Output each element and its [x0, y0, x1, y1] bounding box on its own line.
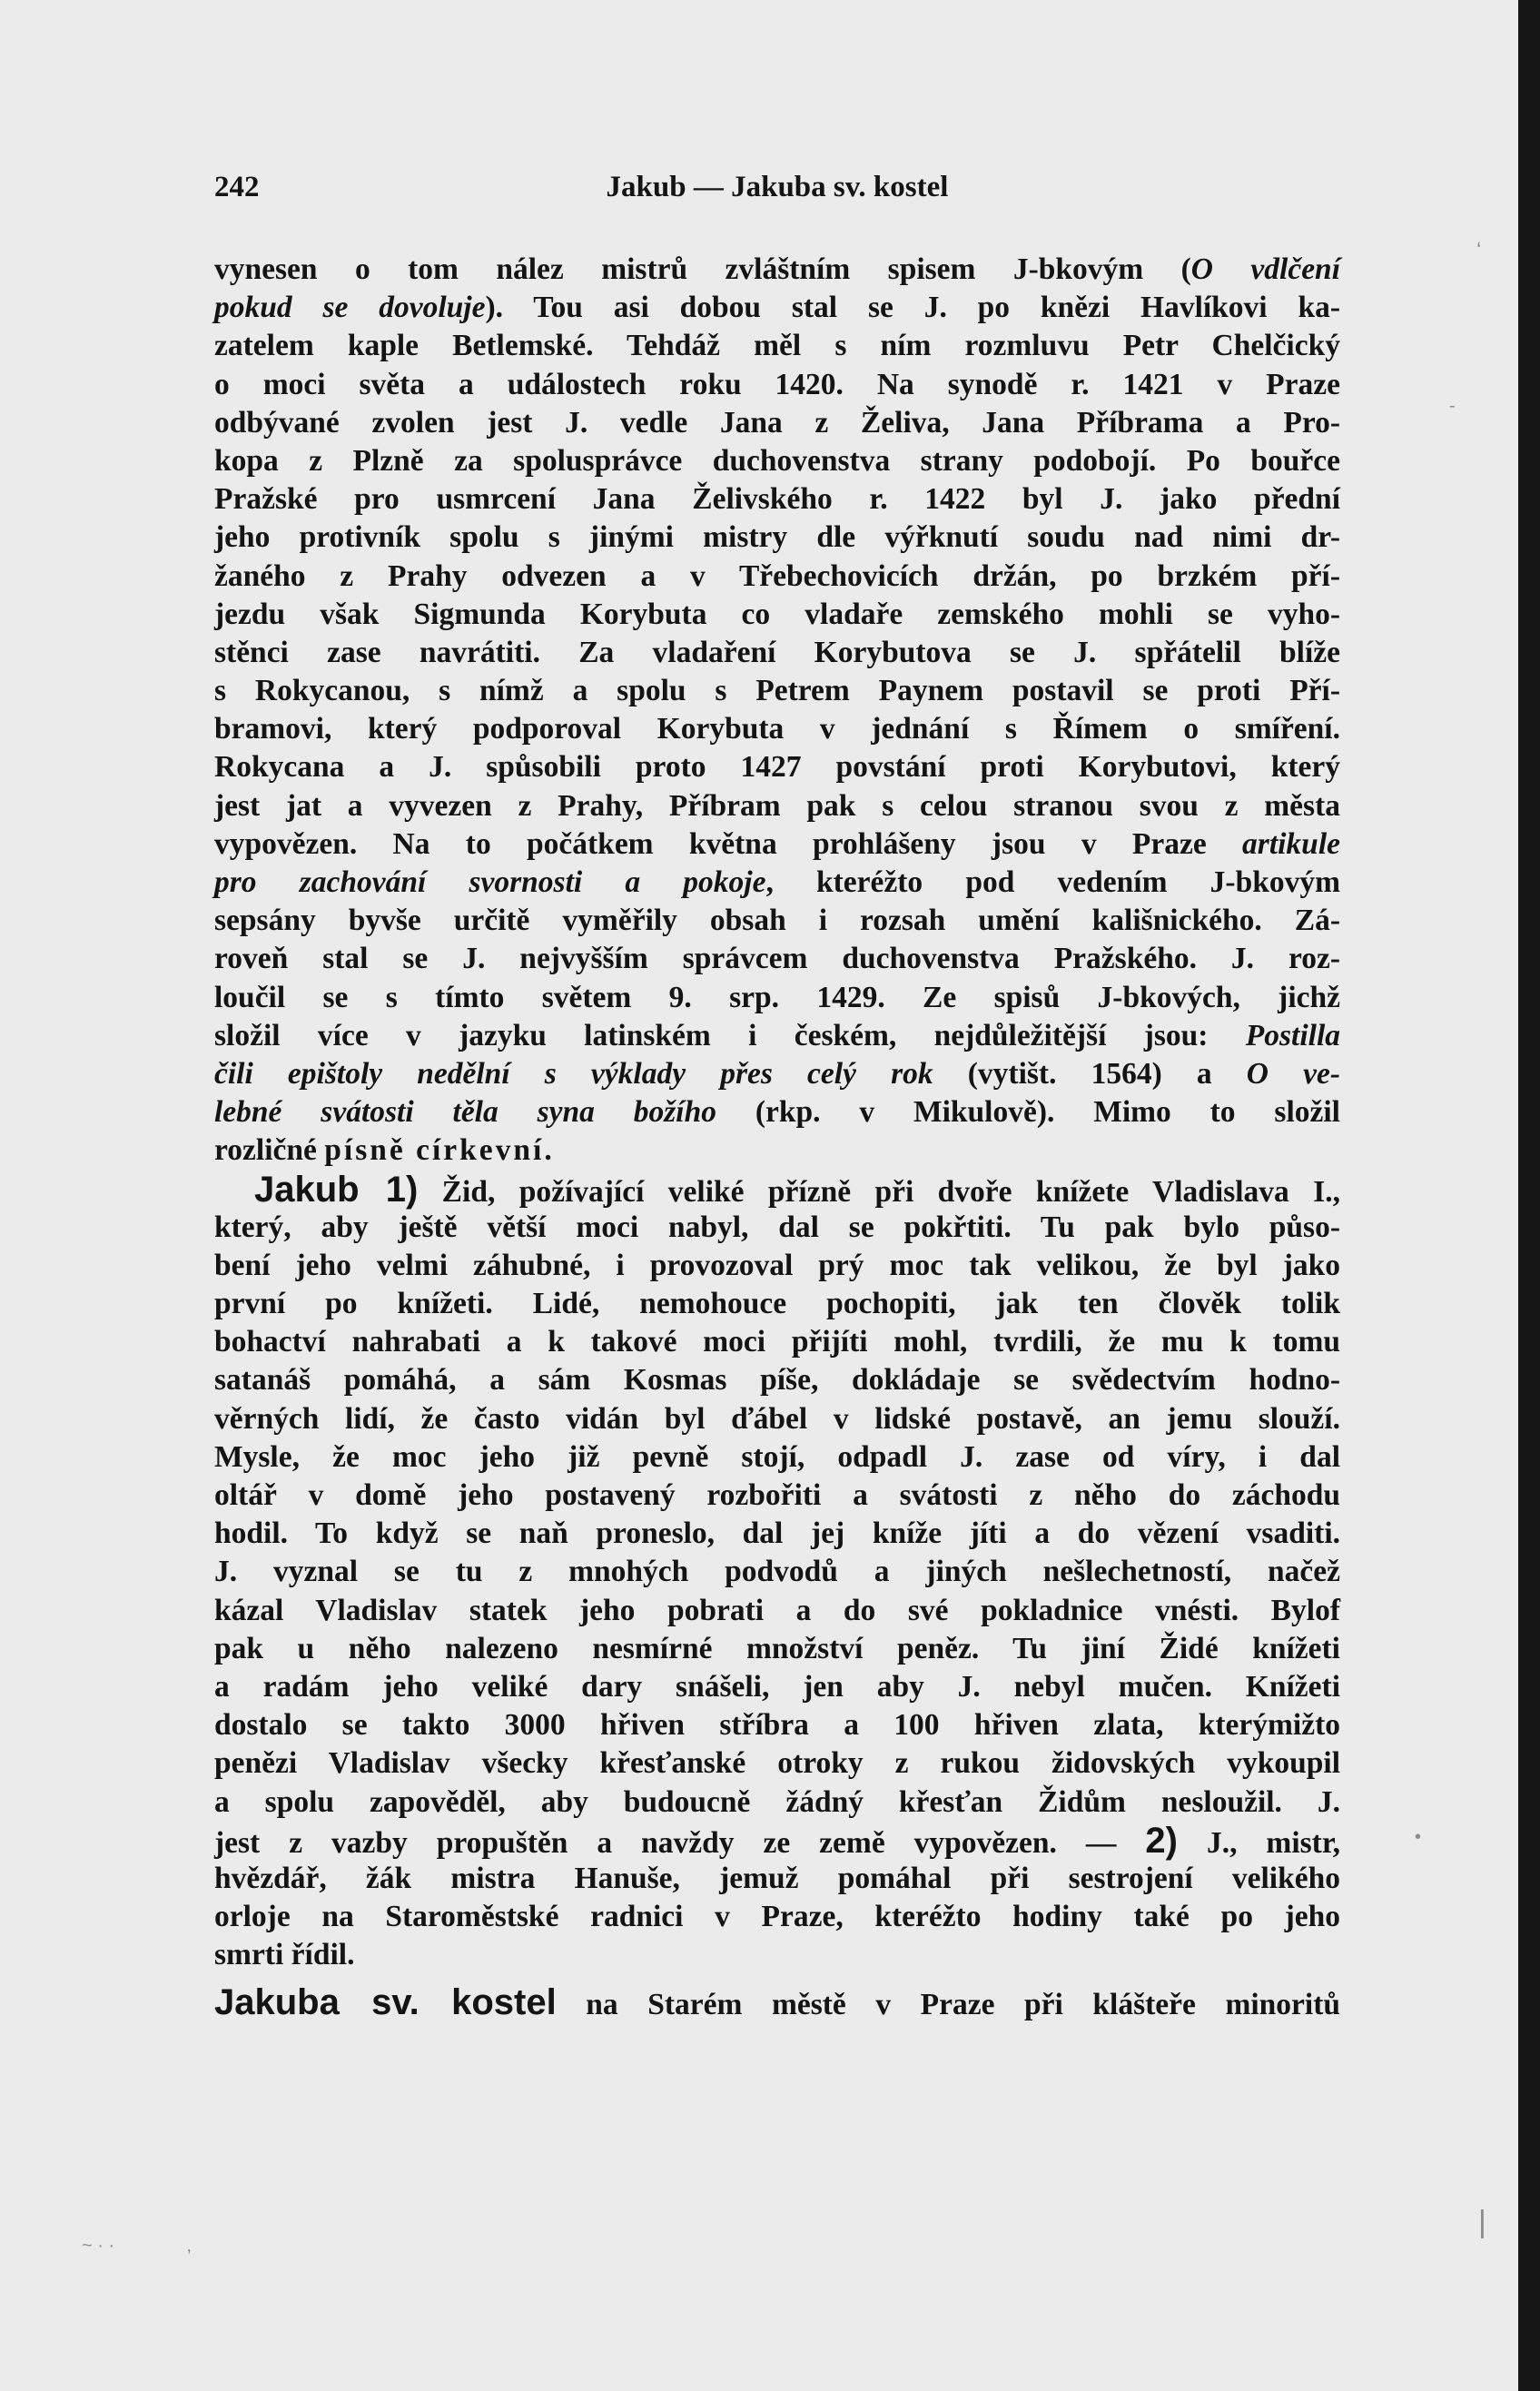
running-title: Jakub — Jakuba sv. kostel [606, 171, 949, 203]
text-line: Pražské pro usmrcení Jana Želivského r. 1422 byl J. jako přední [214, 482, 1340, 517]
entry-heading-jakub: Jakub 1) Žid, požívající veliké přízně při dvoře knížete Vladislava I., [254, 1169, 1340, 1210]
text-line: věrných lidí, že často vidán byl ďábel v lidské postavě, an jemu slouží. [214, 1401, 1340, 1436]
text-line: hvězdář, žák mistra Hanuše, jemuž pomáhal při sestrojení velikého [214, 1861, 1340, 1895]
text-line: kopa z Plzně za spolusprávce duchovenstva strany podobojí. Po bouřce [214, 443, 1340, 478]
body-text [214, 251, 1340, 2022]
text-line: pro zachování svornosti a pokoje, kteréžto pod vedením J-bkovým [214, 865, 1340, 899]
text-line: vypovězen. Na to počátkem května prohlášeny jsou v Praze artikule [214, 826, 1340, 861]
margin-mark: ‘ [1476, 238, 1482, 262]
text-line: dostalo se takto 3000 hřiven stříbra a 100 hřiven zlata, kterýmižto [214, 1708, 1340, 1743]
text-line: loučil se s tímto světem 9. srp. 1429. Ze spisů J-bkových, jichž [214, 980, 1340, 1014]
text-line: jest jat a vyvezen z Prahy, Příbram pak s celou stranou svou z města [214, 788, 1340, 823]
text-line: J. vyznal se tu z mnohých podvodů a jiných nešlechetností, načež [214, 1555, 1340, 1589]
entry-heading-jakuba-sv-kostel: Jakuba sv. kostel na Starém městě v Praze při klášteře minoritů [214, 1982, 1340, 2023]
text-line: lebné svátosti těla syna božího (rkp. v Mikulově). Mimo to složil [214, 1095, 1340, 1130]
text-line: orloje na Staroměstské radnici v Praze, kteréžto hodiny také po jeho [214, 1900, 1340, 1934]
text-line: pak u něho nalezeno nesmírné množství peněz. Tu jiní Židé knížeti [214, 1631, 1340, 1665]
text-line: Mysle, že moc jeho již pevně stojí, odpadl J. zase od víry, i dal [214, 1439, 1340, 1474]
text-line: roveň stal se J. nejvyšším správcem duchovenstva Pražského. J. roz- [214, 942, 1340, 976]
text-line: jest z vazby propuštěn a navždy ze země vypovězen. — 2) J., mistr, [214, 1820, 1341, 1861]
text-line: oltář v domě jeho postavený rozbořiti a svátosti z něho do záchodu [214, 1478, 1340, 1512]
text-line: čili epištoly nedělní s výklady přes celý rok (vytišt. 1564) a O ve- [214, 1056, 1341, 1091]
text-line: kázal Vladislav statek jeho pobrati a do své pokladnice vnésti. Bylof [214, 1593, 1340, 1627]
text-line: s Rokycanou, s nímž a spolu s Petrem Paynem postavil se proti Pří- [214, 674, 1340, 708]
page-number: 242 [214, 171, 260, 203]
text-line: a radám jeho veliké dary snášeli, jen aby J. nebyl mučen. Knížeti [214, 1669, 1340, 1704]
text-line: jezdu však Sigmunda Korybuta co vladaře zemského mohli se vyho- [214, 597, 1340, 631]
text-line: odbývané zvolen jest J. vedle Jana z Želiva, Jana Příbrama a Pro- [214, 405, 1340, 440]
text-line: jeho protivník spolu s jinými mistry dle výřknutí soudu nad nimi dr- [214, 520, 1340, 555]
text-line: bohactví nahrabati a k takové moci přijíti mohl, tvrdili, že mu k tomu [214, 1325, 1340, 1359]
text-line: o moci světa a událostech roku 1420. Na synodě r. 1421 v Praze [214, 367, 1340, 401]
text-line: první po knížeti. Lidé, nemohouce pochopiti, jak ten člověk tolik [214, 1287, 1340, 1321]
text-line: bramovi, který podporoval Korybuta v jednání s Římem o smíření. [214, 712, 1340, 746]
text-line: složil více v jazyku latinském i českém, nejdůležitější jsou: Postilla [214, 1018, 1340, 1052]
margin-mark: - [1449, 396, 1456, 416]
text-line: hodil. To když se naň proneslo, dal jej kníže jíti a do vězení vsaditi. [214, 1517, 1340, 1551]
text-line: rozličné písně církevní. [214, 1133, 552, 1168]
text-line: bení jeho velmi záhubné, i provozoval prý moc tak velikou, že byl jako [214, 1248, 1340, 1282]
text-line: smrti řídil. [214, 1938, 355, 1972]
text-line: žaného z Prahy odvezen a v Třebechovicích držán, po brzkém pří- [214, 558, 1340, 593]
margin-mark: | [1478, 2205, 1486, 2239]
text-line: sepsány byvše určitě vyměřily obsah i rozsah umění kališnického. Zá- [214, 904, 1340, 938]
margin-mark: ~ · · [82, 2236, 115, 2256]
margin-mark: • [1415, 1827, 1422, 1847]
running-header [214, 171, 1340, 216]
margin-mark: ‚ [187, 2236, 192, 2256]
text-line: Rokycana a J. spůsobili proto 1427 povstání proti Korybutovi, který [214, 750, 1340, 785]
text-line: zatelem kaple Betlemské. Tehdáž měl s ním rozmluvu Petr Chelčický [214, 329, 1340, 363]
text-line: penězi Vladislav všecky křesťanské otroky z rukou židovských vykoupil [214, 1746, 1340, 1781]
text-line: a spolu zapověděl, aby budoucně žádný křesťan Židům nesloužil. J. [214, 1784, 1340, 1819]
text-line: stěnci zase navrátiti. Za vladaření Korybutova se J. spřátelil blíže [214, 635, 1340, 669]
text-line: satanáš pomáhá, a sám Kosmas píše, dokládaje se svědectvím hodno- [214, 1363, 1340, 1398]
text-line: který, aby ještě větší moci nabyl, dal se pokřtiti. Tu pak bylo půso- [214, 1210, 1340, 1244]
text-line: vynesen o tom nález mistrů zvláštním spisem J-bkovým (O vdlčení [214, 252, 1340, 286]
text-line: pokud se dovoluje). Tou asi dobou stal se J. po knězi Havlíkovi ka- [214, 291, 1340, 325]
